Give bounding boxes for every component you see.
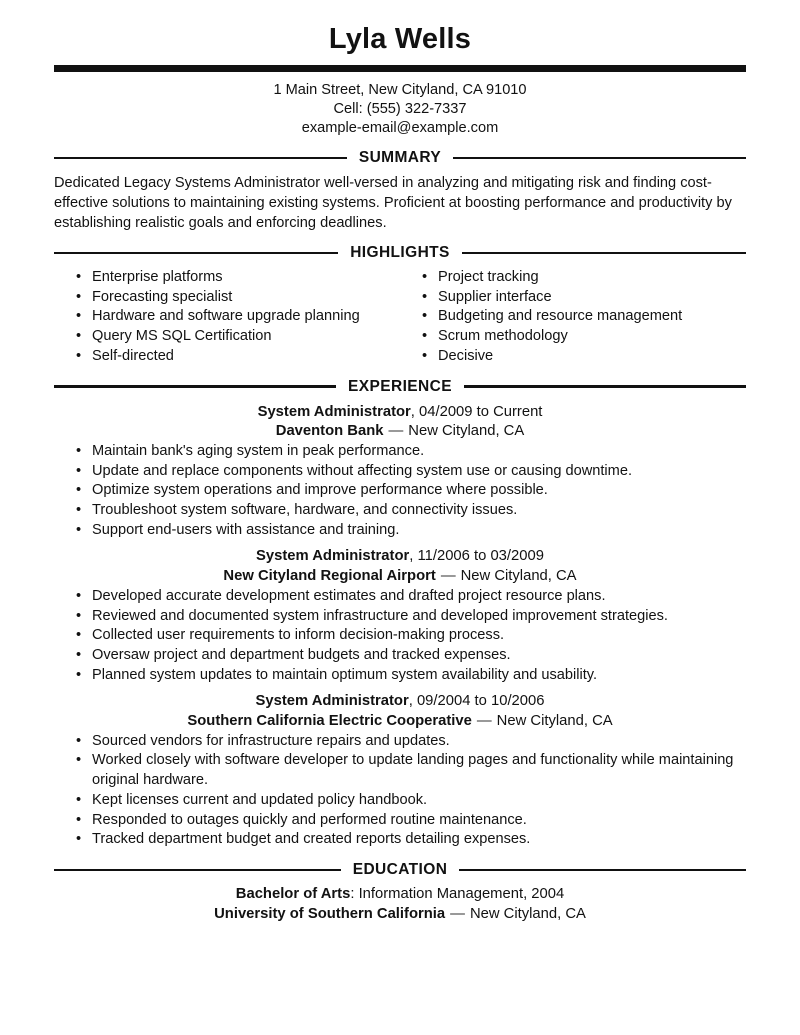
job-bullet: • Troubleshoot system software, hardware, and connectivity issues. (54, 501, 746, 521)
job-bullet: • Maintain bank's aging system in peak performance. (54, 442, 746, 462)
job-bullet: • Update and replace components without affecting system use or causing downtime. (54, 462, 746, 482)
highlights-right-column (400, 268, 746, 367)
job-company-line (54, 712, 746, 732)
rule-right (453, 157, 746, 160)
highlight-item: • Hardware and software upgrade planning (54, 307, 400, 327)
job-title-line (54, 547, 746, 567)
job-title: System Administrator (256, 548, 410, 565)
degree-name: Bachelor of Arts (235, 885, 351, 902)
summary-title: SUMMARY (358, 149, 442, 166)
highlight-item: • Project tracking (400, 268, 746, 288)
job-bullet: • Worked closely with software developer to update landing pages and functionality while maintaining original hardware. (54, 751, 746, 790)
contact-block (54, 81, 746, 138)
contact-phone: Cell: (555) 322-7337 (333, 101, 467, 117)
rule-left (54, 869, 341, 872)
job-location: New Cityland, CA (496, 713, 613, 730)
highlight-item: • Budgeting and resource management (400, 307, 746, 327)
job-bullets (54, 442, 746, 541)
job-location: New Cityland, CA (408, 423, 525, 440)
highlights-title: HIGHLIGHTS (350, 244, 450, 261)
dash-separator: — (450, 905, 465, 922)
job-title-line (54, 403, 746, 423)
education-title: EDUCATION (352, 860, 448, 878)
contact-email: example-email@example.com (301, 120, 499, 136)
job-bullet: • Support end-users with assistance and training. (54, 521, 746, 541)
job-company: Southern California Electric Cooperative (187, 713, 472, 730)
job-bullet: • Reviewed and documented system infrastructure and developed improvement strategies. (54, 607, 746, 627)
job-bullet: • Tracked department budget and created reports detailing expenses. (54, 830, 746, 850)
rule-right (459, 869, 746, 872)
contact-address: 1 Main Street, New Cityland, CA 91010 (273, 82, 527, 98)
highlight-item: • Scrum methodology (400, 327, 746, 347)
job-title: System Administrator (257, 403, 411, 420)
job-bullets (54, 732, 746, 850)
education-section-header (54, 861, 746, 879)
highlights-section-header (54, 244, 746, 262)
job-bullet: • Optimize system operations and improve performance where possible. (54, 481, 746, 501)
experience-job (54, 403, 746, 541)
rule-right (462, 252, 746, 255)
experience-job (54, 547, 746, 685)
rule-left (54, 252, 338, 255)
school-location: New Cityland, CA (469, 905, 586, 922)
experience-title: EXPERIENCE (348, 377, 452, 395)
job-title: System Administrator (255, 693, 409, 710)
rule-right (464, 385, 746, 388)
job-location: New Cityland, CA (460, 568, 577, 585)
dash-separator: — (440, 568, 456, 585)
highlight-item: • Forecasting specialist (54, 288, 400, 308)
job-company-line (54, 567, 746, 587)
education-block (54, 885, 746, 954)
candidate-name: Lyla Wells (328, 23, 472, 55)
degree-line (54, 885, 746, 905)
highlight-item: • Decisive (400, 347, 746, 367)
highlight-item: • Query MS SQL Certification (54, 327, 400, 347)
job-company: Daventon Bank (275, 423, 384, 440)
job-company-line (54, 422, 746, 442)
job-bullet: • Responded to outages quickly and performed routine maintenance. (54, 811, 746, 831)
highlight-item: • Enterprise platforms (54, 268, 400, 288)
highlights-left-column (54, 268, 400, 367)
job-bullet: • Kept licenses current and updated policy handbook. (54, 791, 746, 811)
highlight-item: • Supplier interface (400, 288, 746, 308)
highlights-columns (54, 268, 746, 367)
job-bullet: • Oversaw project and department budgets and tracked expenses. (54, 646, 746, 666)
dash-separator: — (388, 423, 404, 440)
job-dates: , 09/2004 to 10/2006 (408, 693, 545, 710)
job-bullet: • Collected user requirements to inform decision-making process. (54, 626, 746, 646)
job-company: New Cityland Regional Airport (223, 568, 436, 585)
job-title-line (54, 692, 746, 712)
job-bullet: • Sourced vendors for infrastructure repairs and updates. (54, 732, 746, 752)
degree-detail: : Information Management, 2004 (350, 885, 565, 902)
rule-left (54, 385, 336, 388)
experience-job (54, 692, 746, 850)
job-bullets (54, 587, 746, 686)
summary-section-header (54, 149, 746, 167)
school-line (54, 905, 746, 925)
job-dates: , 04/2009 to Current (410, 403, 543, 420)
job-dates: , 11/2006 to 03/2009 (409, 548, 544, 565)
rule-left (54, 157, 347, 160)
school-name: University of Southern California (214, 905, 446, 922)
experience-section-header (54, 378, 746, 396)
header-divider (54, 65, 746, 72)
job-bullet: • Planned system updates to maintain optimum system availability and usability. (54, 666, 746, 686)
dash-separator: — (476, 713, 492, 730)
summary-text: Dedicated Legacy Systems Administrator well-versed in analyzing and mitigating risk and finding cost-effective solutions to maintaining existing systems. Proficient at boosting performance and productivity by establishing realistic goals and enforcing deadlines. (54, 175, 732, 231)
job-bullet: • Developed accurate development estimates and drafted project resource plans. (54, 587, 746, 607)
highlight-item: • Self-directed (54, 347, 400, 367)
